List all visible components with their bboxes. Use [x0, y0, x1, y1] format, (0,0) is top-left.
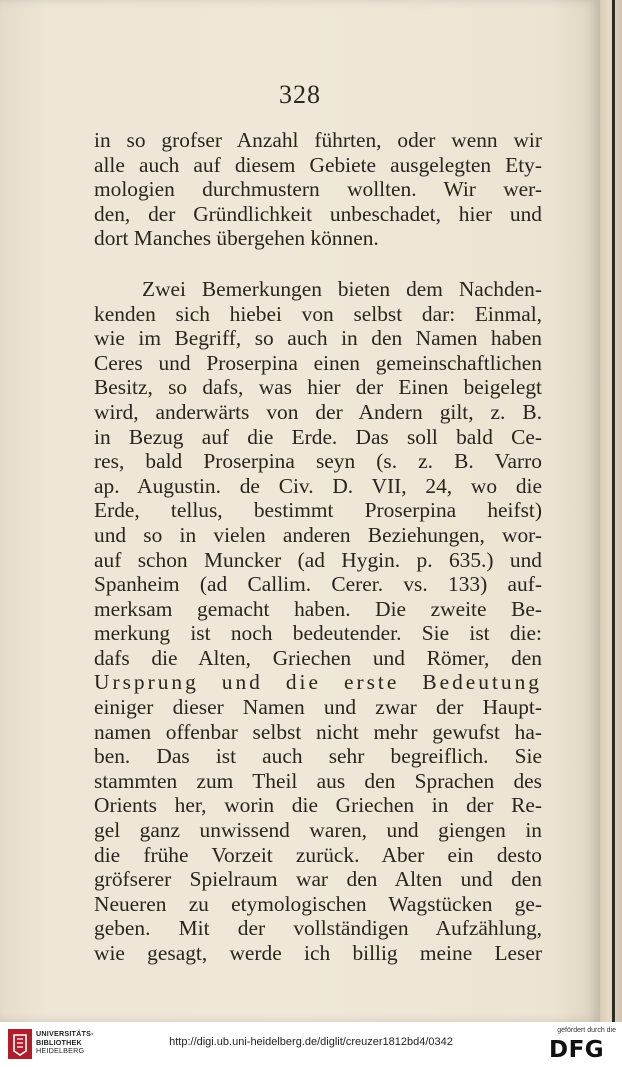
text-line: in so grofser Anzahl führten, oder wenn wir [94, 128, 542, 152]
text-line: Erde, tellus, bestimmt Proserpina heifst) [94, 498, 542, 523]
text-line: Spanheim (ad Callim. Cerer. vs. 133) auf- [94, 572, 542, 597]
text-line: in Bezug auf die Erde. Das soll bald Ce- [94, 424, 542, 449]
funding-text: gefördert durch die [557, 1027, 616, 1034]
text-line: gel ganz unwissend waren, und giengen in [94, 818, 542, 843]
text-line: Besitz, so dafs, was hier der Einen beigelegt [94, 375, 542, 400]
text-line: den, der Gründlichkeit unbeschadet, hier und [94, 201, 542, 226]
text-line: wie im Begriff, so auch in den Namen haben [94, 326, 542, 351]
text-line: stammten zum Theil aus den Sprachen des [94, 768, 542, 793]
text-line: auf schon Muncker (ad Hygin. p. 635.) und [94, 547, 542, 572]
text-block [94, 128, 542, 966]
text-line: die frühe Vorzeit zurück. Aber ein desto [94, 842, 542, 867]
text-line: kenden sich hiebei von selbst dar: Einmal, [94, 301, 542, 326]
text-line: ap. Augustin. de Civ. D. VII, 24, wo die [94, 473, 542, 498]
text-line: Orients her, worin die Griechen in der Re- [94, 793, 542, 818]
permalink-url[interactable]: http://digi.ub.uni-heidelberg.de/diglit/creuzer1812bd4/0342 [169, 1036, 453, 1048]
text-line: namen offenbar selbst nicht mehr gewufst ha- [94, 719, 542, 744]
paragraph-1 [94, 128, 542, 251]
text-line: alle auch auf diesem Gebiete ausgelegten Ety- [94, 152, 542, 177]
text-line: dort Manches übergehen können. [94, 226, 379, 251]
text-line: Ursprung und die erste Bedeutung [94, 670, 542, 695]
dfg-logo[interactable]: DFG [549, 1037, 605, 1063]
text-line: Ceres und Proserpina einen gemeinschaftlichen [94, 350, 542, 375]
text-line: mologien durchmustern wollten. Wir wer- [94, 177, 542, 202]
text-line: und so in vielen anderen Beziehungen, wor- [94, 522, 542, 547]
library-name-line: HEIDELBERG [36, 1046, 85, 1056]
text-line: merkung ist noch bedeutender. Sie ist die: [94, 621, 542, 646]
text-line: Neueren zu etymologischen Wagstücken ge- [94, 891, 542, 916]
page-edge [600, 0, 622, 1022]
viewer-footer [0, 1022, 622, 1067]
text-line: wird, anderwärts von der Andern gilt, z. B. [94, 399, 542, 424]
page-number: 328 [279, 80, 321, 109]
text-line: merksam gemacht haben. Die zweite Be- [94, 596, 542, 621]
text-line: dafs die Alten, Griechen und Römer, den [94, 645, 542, 670]
text-line: wie gesagt, werde ich billig meine Leser [94, 941, 542, 965]
library-name-line: UNIVERSITÄTS- [36, 1029, 94, 1038]
text-line: gröfserer Spielraum war den Alten und den [94, 867, 542, 892]
text-line: geben. Mit der vollständigen Aufzählung, [94, 916, 542, 941]
text-line: ben. Das ist auch sehr begreiflich. Sie [94, 744, 542, 769]
text-line: res, bald Proserpina seyn (s. z. B. Varro [94, 449, 542, 474]
library-name-line: BIBLIOTHEK [36, 1037, 82, 1047]
text-line: einiger dieser Namen und zwar der Haupt- [94, 695, 542, 720]
text-line: Zwei Bemerkungen bieten dem Nachden- [142, 276, 542, 301]
paragraph-2 [94, 277, 542, 966]
